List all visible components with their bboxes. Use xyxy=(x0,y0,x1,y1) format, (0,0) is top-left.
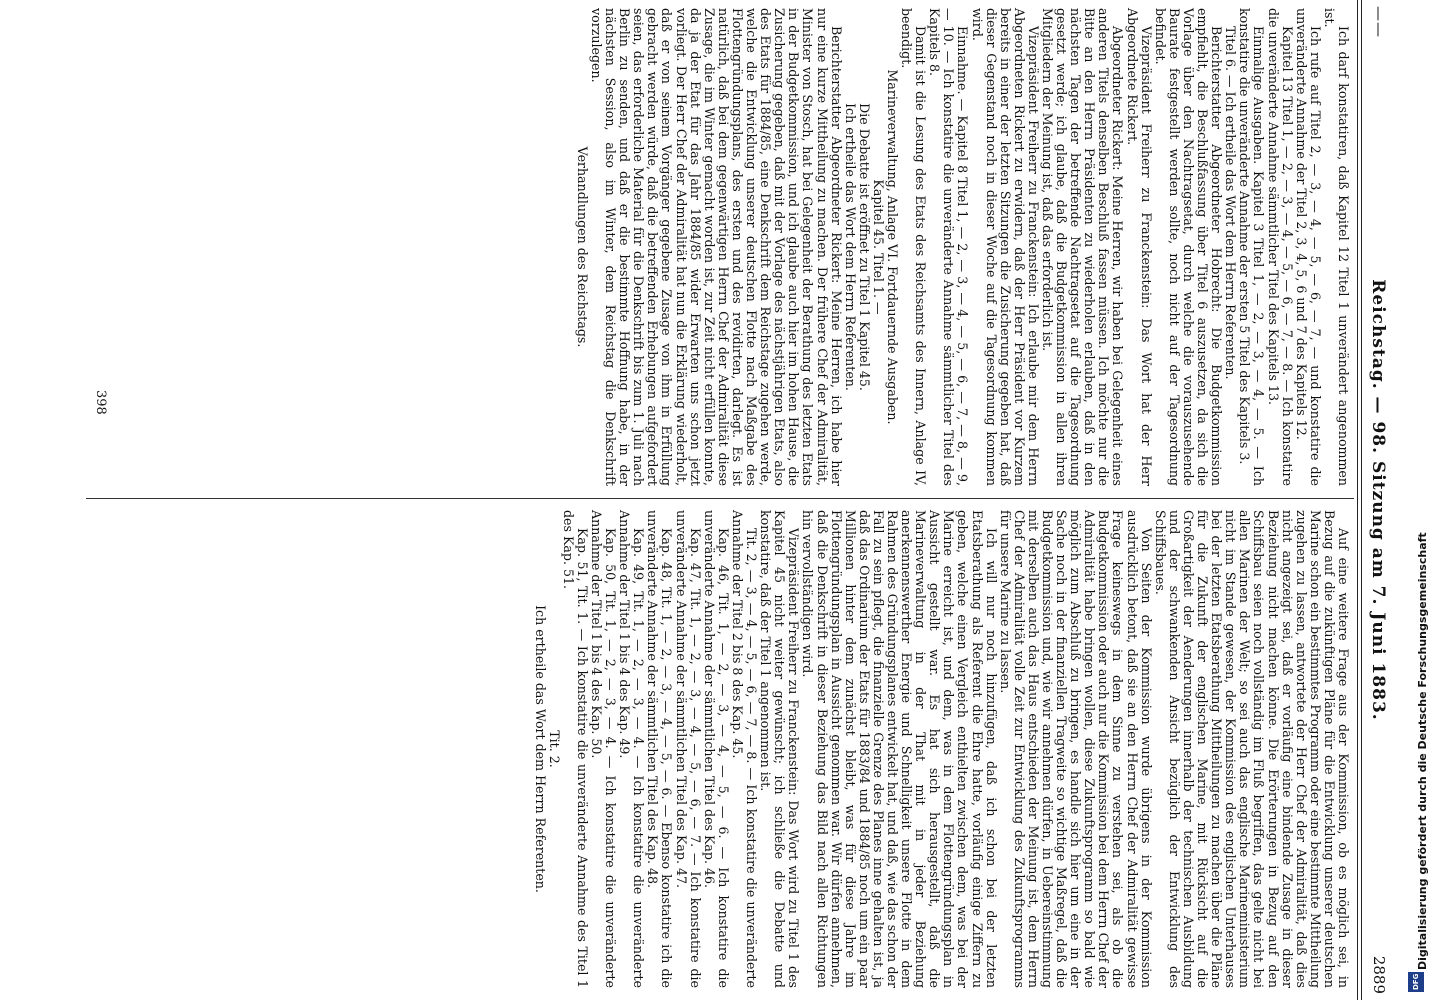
paragraph: Kapitel 45. Titel 1. — xyxy=(870,179,886,315)
dfg-funding-note: Digitalisierung gefördert durch die Deutsche Forschungsgemeinschaft xyxy=(1416,532,1429,970)
paragraph: Verhandlungen des Reichstags. xyxy=(574,146,590,348)
dfg-logo-icon: DFG xyxy=(1408,972,1424,992)
paragraph: Kap. 47, Tit. 1, — 2, — 3, — 4, — 5, — 6, — 7. — Ich konstatire die unveränderte Annahme der sämmtlichen Titel des Kap. 47. xyxy=(673,510,703,988)
footer-signature-number: 398 xyxy=(93,390,108,415)
header-rule xyxy=(1361,0,1362,1000)
paragraph: Einmalige Ausgaben. Kapitel 3 Titel 1, — 2, — 3, — 4, — 5. — Ich konstatire die unveränderte Annahme der ersten 5 Titel des Kapitels 3. xyxy=(1237,8,1267,486)
page-header-title: Reichstag. — 98. Sitzung am 7. Juni 1883. xyxy=(1368,279,1388,721)
paragraph: Einnahme. — Kapitel 8 Titel 1, — 2, — 3, — 4, — 5, — 6, — 7, — 8, — 9, — 10. — Ich konstatire die unveränderte Annahme sämmtlicher Titel des Kapitels 8. xyxy=(927,8,971,486)
paragraph: Vizepräsident Freiherr zu Franckenstein: Ich erlaube mir dem Herrn Abgeordneten Rickert zu erwidern, daß der Herr Präsident vor Kurzem bereits in einer der letzten Sitzungen die Zusicherung gegeben hat, daß dieser Gegenstand noch in dieser Woche auf die Tagesordnung kommen wird. xyxy=(969,8,1041,486)
header-left-mark: —— xyxy=(1370,6,1388,38)
paragraph: Ich ertheile das Wort dem Herrn Referenten. xyxy=(532,605,548,893)
paragraph: Ich rufe auf Titel 2, — 3, — 4, — 5, — 6, — 7, — und konstatire die unveränderte Annahme der Titel 2, 3, 4, 5, 6 und 7 des Kapitels 12. xyxy=(1293,8,1323,486)
paragraph: Vizepräsident Freiherr zu Franckenstein: Das Wort hat der Herr Abgeordnete Rickert. xyxy=(1124,8,1154,486)
paragraph: Kap. 48, Tit. 1, — 2, — 3, — 4, — 5, — 6. — Ebenso konstatire ich die unveränderte Annahme der sämmtlichen Titel des Kap. 48. xyxy=(645,510,675,988)
paragraph: Titel 6. — Ich ertheile das Wort dem Herrn Referenten. xyxy=(1223,26,1239,380)
paragraph: Marineverwaltung, Anlage VI. Fortdauernde Ausgaben. xyxy=(885,69,900,425)
paragraph: Damit ist die Lesung des Etats des Reichsamts des Innern, Anlage IV, beendigt. xyxy=(899,8,929,486)
dfg-sidebar xyxy=(1406,0,1429,1000)
paragraph: Tit. 2, — 3, — 4, — 5, — 6, — 7, — 8. — Ich konstatire die unveränderte Annahme der Titel 2 bis 8 des Kap. 45. xyxy=(729,510,760,988)
paragraph: Kap. 46, Tit. 1, — 2, — 3, — 4, — 5, — 6. — Ich konstatire die unveränderte Annahme der sämmtlichen Titel des Kap. 46. xyxy=(701,510,731,988)
paragraph: Berichterstatter Abgeordneter Rickert: Meine Herren, ich habe hier nur eine kurze Mittheilung zu machen. Der frühere Chef der Admiralität, Minister von Stosch, hat bei Gelegenheit der Berathung des letzten Etats in der Budgetkommission, und ich glaube auch hier im hohen Hause, die Zusicherung gegeben, daß mit der Vorlage des nächstjährigen Etats, also des Etats für 1884/85, eine Denkschrift dem Reichstage zugehen werde, welche die Entwicklung unserer deutschen Flotte nach Maßgabe des Flottengründungsplans, des ersten und des revidirten, darlegt. Es ist natürlich, daß bei dem gegenwärtigen Herrn Chef der Admiralität diese Zusage, die im Winter gemacht worden ist, zur Zeit nicht erfüllen konnte, da ja der Etat für das Jahr 1884/85 wider Erwarten uns schon jetzt vorliegt. Der Herr Chef der Admiralität hat nun die Erklärung wiederholt, daß er von seinem Vorgänger gegebene Zusage von ihm in Erfüllung gebracht werden würde, daß die betreffenden Erhebungen aufgefordert seien, das erforderliche Material für die Denkschrift bis zum 1. Juli nach Berlin zu senden, und daß er die bestimmte Hoffnung habe, in der nächsten Session, also im Winter, dem Reichstag die Denkschrift vorzulegen. xyxy=(589,8,844,486)
paragraph: Kap. 50, Tit. 1, — 2, — 3, — 4. — Ich konstatire die unveränderte Annahme der Titel 1 bis 4 des Kap. 50. xyxy=(589,510,619,988)
right-text-column xyxy=(533,510,1350,988)
paragraph: Die Debatte ist eröffnet zu Titel 1 Kapitel 45. xyxy=(856,103,872,391)
paragraph: Kapitel 13 Titel 1, — 2, — 3, — 4, — 5, — 6, — 7, — 8. — Ich konstatire die unveränderte Annahme sämmtlicher Titel des Kapitels 13. xyxy=(1265,8,1295,486)
paragraph: Abgeordneter Rickert: Meine Herren, wir haben bei Gelegenheit eines anderen Titels denselben Beschluß fassen müssen. Ich möchte nur die Bitte an den Herrn Präsidenten zu wiederholen erlauben, daß in den nächsten Tagen der betreffende Nachtragsetat auf die Tagesordnung gesetzt werde; ich glaube, daß die Budgetkommission in allen ihren Mitgliedern der Meinung ist, daß das erforderlich ist. xyxy=(1040,8,1126,486)
paragraph: Von Seiten der Kommission wurde übrigens in der Kommission ausdrücklich betont, daß sie an den Herrn Chef der Admiralität gewisse Frage keineswegs in dem Sinne zu verstehen sei, als ob die Budgetkommission oder auch nur die Kommission bei dem Herrn Chef der Admiralität habe bringen wollen, diese Zukunftsprogramm so bald wie möglich zum Abschluß zu bringen, es handle sich hier um eine in der Sache noch in der finanziellen Tragweite so wichtige Maßregel, daß die Budgetkommission und, wie wir annehmen dürfen, in Uebereinstimmung mit derselben auch das Haus entschieden der Meinung ist, dem Herrn Chef der Admiralität volle Zeit zur Entwicklung des Zukunftsprogramms für unsere Marine zu lassen. xyxy=(997,510,1154,988)
paragraph: Ich ertheile das Wort dem Herrn Referenten. xyxy=(842,103,858,391)
page-number: 2889 xyxy=(1370,955,1388,994)
paragraph: Tit. 2. xyxy=(546,730,562,768)
paragraph: Kap. 49, Tit. 1, — 2, — 3, — 4. — Ich konstatire die unveränderte Annahme der Titel 1 bis 4 des Kap. 49. xyxy=(617,510,647,988)
column-divider xyxy=(86,498,1354,499)
paragraph: Ich darf konstatiren, daß Kapitel 12 Titel 1 unverändert angenommen ist. xyxy=(1321,8,1351,486)
paragraph: Vizepräsident Freiherr zu Franckenstein: Das Wort wird zu Titel 1 des Kapitel 45 nicht weiter gewünscht; ich schließe die Debatte und konstatire, daß der Titel 1 angenommen ist. xyxy=(758,510,802,988)
left-text-column xyxy=(575,8,1350,486)
header-rule-double xyxy=(1357,0,1358,1000)
paragraph: Ich will nur noch hinzufügen, daß ich schon bei der letzten Etatsberathung als Referent die Ehre hatte, vorläufig einige Ziffern zu geben, welche einen Vergleich enthielten zwischen dem, was bei der Marine erreicht ist, und dem, was in dem Flottengründungsplan in Aussicht gestellt war. Es hat sich herausgestellt, daß die Marineverwaltung in der That mit in jeder Beziehung anerkennenswerther Energie und Schnelligkeit unsere Flotte in dem Rahmen des Gründungsplanes entwickelt hat, und daß, wie das schon der Fall zu sein pflegt, die finanzielle Grenze des Planes inne gehalten ist, ja daß das Ordinarium der Etats für 1883/84 und 1884/85 noch um ein paar Millionen hinter dem zunächst bleibt, was für diese Jahre im Flottengründungsplan in Aussicht genommen war. Wir dürfen annehmen, daß die Denkschrift in dieser Beziehung das Bild nach allen Richtungen hin vervollständigen wird. xyxy=(800,510,999,988)
paragraph: Kap. 51, Tit. 1. — Ich konstatire die unveränderte Annahme des Titel 1 des Kap. 51. xyxy=(560,510,590,988)
paragraph: Auf eine weitere Frage aus der Kommission, ob es möglich sei, in Bezug auf die zukünftigen Pläne für die Entwicklung unserer deutschen Marine schon ein bestimmtes Programm oder eine bestimmte Mittheilung zugehen zu lassen, antwortete der Herr Chef der Admiralität, daß dies nicht angezeigt sei, daß er vorläufig eine bindende Zusage in dieser Beziehung nicht machen könne. Die Erörterungen in Bezug auf den Schiffsbau seien noch vollständig im Fluß begriffen, das gelte nicht bei allen Marinen der Welt; so sei auch das englische Marineministerium nicht im Stande gewesen, der Kommission des englischen Unterhauses bei der letzten Etatsberathung Mittheilungen zu machen über die Pläne für die Zukunft der englischen Marine, mit Rücksicht auf die Großartigkeit der Aenderungen innerhalb der technischen Ausbildung und der schwankenden Ansicht bezüglich der Entwicklung des Schiffsbaues. xyxy=(1152,510,1351,988)
paragraph: Berichterstatter Abgeordneter Hobrecht: Die Budgetkommission empfiehlt, die Beschlußfassung über Titel 6 auszusetzen, da sich die Vorlage über den Nachtragsetat, durch welche die vorauszusehende Baurate festgestellt werden sollte, noch nicht auf der Tagesordnung befindet. xyxy=(1152,8,1225,486)
rotated-scan-page xyxy=(86,0,1396,1000)
